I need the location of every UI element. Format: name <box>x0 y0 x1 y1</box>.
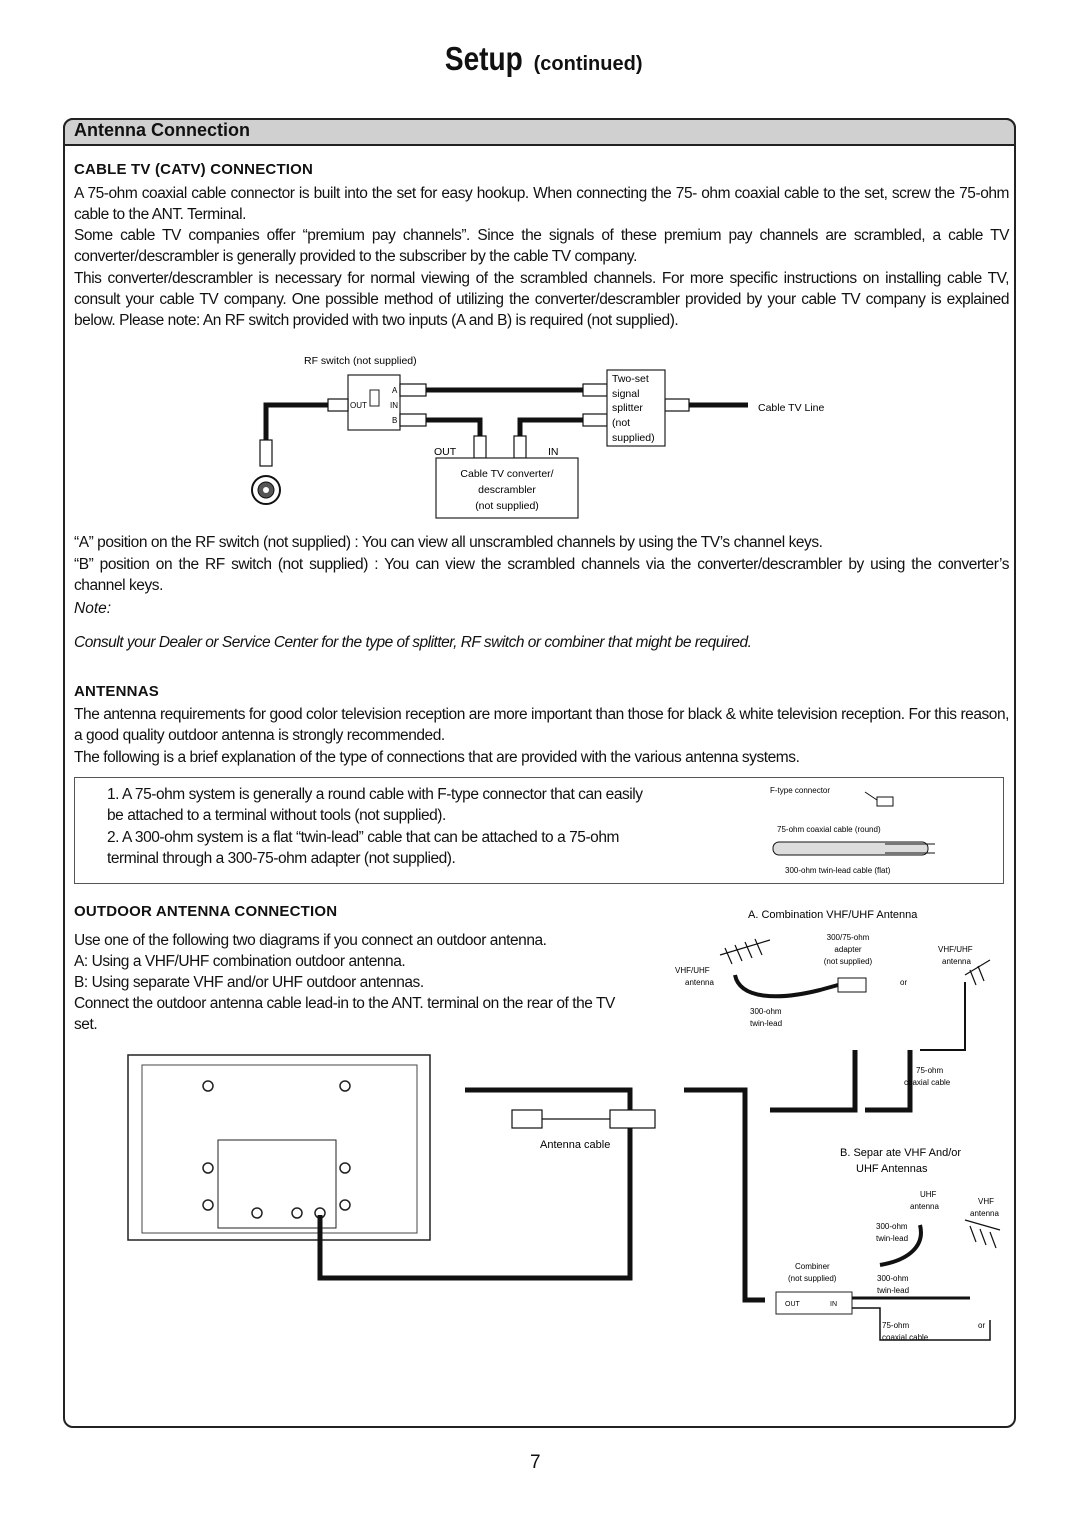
cable-to-tv <box>266 405 328 440</box>
antennas-paragraph-2: The following is a brief explanation of the type of connections that are provided with the various antenna systems. <box>74 749 800 766</box>
title-suffix: (continued) <box>533 53 643 75</box>
cable-paragraph-2: Some cable TV companies offer “premium pay channels”. Since the signals of these premium pay channels are scrambled, a cable TV converter/descrambler is generally provided to the subscriber by the cable TV company. <box>74 227 1009 265</box>
rf-port-b: B <box>392 416 398 425</box>
rf-switch-label: RF switch (not supplied) <box>304 355 417 367</box>
splitter-label-4: (not <box>612 417 631 429</box>
adapter-label-1: 300/75-ohm <box>826 933 870 942</box>
or-label-b: or <box>978 1321 986 1330</box>
cable-paragraph-1: A 75-ohm coaxial cable connector is built into the set for easy hookup. When connecting the 75- ohm coaxial cable to the set, screw the 75-ohm cable to the ANT. Terminal. <box>74 185 1009 223</box>
tv-screw <box>203 1081 213 1091</box>
position-a-text: “A” position on the RF switch (not supplied) : You can view all unscrambled channels by using the TV’s channel keys. <box>74 534 823 551</box>
cable-types-figure <box>765 780 1000 880</box>
twin-lead-b2-2: twin-lead <box>877 1286 910 1295</box>
splitter-label-5: supplied) <box>612 432 655 444</box>
round-cable-label: 75-ohm coaxial cable (round) <box>777 825 881 834</box>
adapter-label-2: adapter <box>834 945 862 954</box>
tv-ant-terminal-pin <box>263 487 269 493</box>
uhf-antenna-2: antenna <box>910 1202 939 1211</box>
diagram-b-title-1: B. Separ ate VHF And/or <box>840 1147 962 1159</box>
tv-screw <box>203 1200 213 1210</box>
adapter-label-3: (not supplied) <box>823 957 873 966</box>
combiner-label-2: (not supplied) <box>788 1274 837 1283</box>
connector-splitter-in <box>665 399 689 411</box>
diagram-a-title: A. Combination VHF/UHF Antenna <box>748 909 918 921</box>
tv-screw <box>340 1200 350 1210</box>
vhf-antenna-b <box>965 1220 1000 1248</box>
antennas-paragraph-1: The antenna requirements for good color television reception are more important than those for black & white television reception. For this reason, a good quality outdoor antenna is strongly recommended. <box>74 706 1009 744</box>
coax-a-1: 75-ohm <box>916 1066 944 1075</box>
outdoor-antenna-diagram <box>120 900 1010 1360</box>
splitter-label-1: Two-set <box>612 373 649 385</box>
rf-port-in: IN <box>390 401 398 410</box>
vhf-antenna-1: VHF <box>978 1197 994 1206</box>
twin-lead-b1-1: 300-ohm <box>876 1222 908 1231</box>
position-b-text: “B” position on the RF switch (not supplied) : You can view the scrambled channels via the converter/descrambler by using the converter’s channel keys. <box>74 556 1009 594</box>
tv-screw <box>203 1163 213 1173</box>
diagram-b-title-2: UHF Antennas <box>856 1163 928 1175</box>
coax-a-cable <box>920 982 965 1050</box>
arrow-line-a1 <box>770 1050 855 1110</box>
note-label: Note: <box>74 600 112 617</box>
connector-out <box>328 399 348 411</box>
outdoor-heading: OUTDOOR ANTENNA CONNECTION <box>74 903 338 920</box>
combiner-out: OUT <box>785 1301 800 1308</box>
outdoor-paragraph-2: Connect the outdoor antenna cable lead-in to the ANT. terminal on the rear of the TV set. <box>74 995 615 1033</box>
twin-lead-b1-cable <box>880 1225 921 1265</box>
coax-b-2: coaxial cable <box>882 1333 929 1342</box>
cable-splitter-to-converter <box>520 420 585 440</box>
cable-b-to-converter <box>425 420 480 438</box>
vhf-uhf-right-1: VHF/UHF <box>938 945 973 954</box>
vhf-uhf-antenna-left <box>720 939 770 964</box>
splitter-label-3: splitter <box>612 402 643 414</box>
outdoor-paragraph-1: Use one of the following two diagrams if you connect an outdoor antenna. <box>74 932 547 949</box>
note-text: Consult your Dealer or Service Center for the type of splitter, RF switch or combiner that might be required. <box>74 634 752 651</box>
section-title: Antenna Connection <box>74 120 250 140</box>
rf-port-out: OUT <box>350 401 367 410</box>
tv-screw <box>340 1163 350 1173</box>
connector-b <box>400 414 426 426</box>
twin-lead-a-2: twin-lead <box>750 1019 783 1028</box>
page-title <box>0 40 1080 78</box>
twin-lead-b2-1: 300-ohm <box>877 1274 909 1283</box>
vhf-uhf-right-2: antenna <box>942 957 971 966</box>
tv-jack <box>292 1208 302 1218</box>
twin-lead-a-1: 300-ohm <box>750 1007 782 1016</box>
converter-label-1: Cable TV converter/ <box>460 468 554 480</box>
converter-out-label: OUT <box>434 446 457 458</box>
outdoor-option-b: B: Using separate VHF and/or UHF outdoor antennas. <box>74 974 424 991</box>
coax-b-1: 75-ohm <box>882 1321 910 1330</box>
f-type-connector <box>877 797 893 806</box>
coax-a-2: coaxial cable <box>904 1078 951 1087</box>
cable-paragraph-3: This converter/descrambler is necessary for normal viewing of the scrambled channels. For more specific instructions on installing cable TV, consult your cable TV company. One possible method of utilizing the converter/descrambler provided by your cable TV company is explained below. Please note: An RF switch provided with two inputs (A and B) is required (not supplied). <box>74 270 1009 329</box>
adapter-300-75 <box>838 978 866 992</box>
tv-jack <box>252 1208 262 1218</box>
flat-cable-label: 300-ohm twin-lead cable (flat) <box>785 866 891 875</box>
or-label-a: or <box>900 978 908 987</box>
connector-conv-in <box>514 436 526 458</box>
outdoor-option-a: A: Using a VHF/UHF combination outdoor antenna. <box>74 953 406 970</box>
title-main: Setup <box>444 40 523 77</box>
antenna-cable-plug-right <box>610 1110 655 1128</box>
f-type-pointer <box>865 792 877 800</box>
connector-splitter-1 <box>583 384 607 396</box>
connector-conv-out <box>474 436 486 458</box>
connector-splitter-2 <box>583 414 607 426</box>
splitter-label-2: signal <box>612 388 640 400</box>
connector-a <box>400 384 426 396</box>
rf-switch-diagram <box>240 350 860 525</box>
f-type-label: F-type connector <box>770 786 831 795</box>
cable-to-combiner <box>684 1090 765 1300</box>
antenna-type-item-1: 1. A 75-ohm system is generally a round cable with F-type connector that can easily be attached to a terminal without tools (not supplied). <box>107 786 643 824</box>
twin-lead-b1-2: twin-lead <box>876 1234 909 1243</box>
converter-label-2: descrambler <box>478 484 536 496</box>
antenna-type-item-2: 2. A 300-ohm system is a flat “twin-lead” cable that can be attached to a 75-ohm terminal through a 300-75-ohm adapter (not supplied). <box>107 829 619 867</box>
combiner-in: IN <box>830 1301 837 1308</box>
page-number: 7 <box>530 1452 541 1473</box>
twin-lead-a-cable <box>735 975 838 996</box>
cable-tv-line-label: Cable TV Line <box>758 402 825 414</box>
cable-heading: CABLE TV (CATV) CONNECTION <box>74 161 314 178</box>
tv-screw <box>340 1081 350 1091</box>
antennas-heading: ANTENNAS <box>74 683 159 700</box>
connector-tv <box>260 440 272 466</box>
rf-switch-toggle <box>370 390 379 406</box>
converter-in-label: IN <box>548 446 559 458</box>
antenna-cable-plug-left <box>512 1110 542 1128</box>
vhf-uhf-left-1: VHF/UHF <box>675 966 710 975</box>
rf-port-a: A <box>392 386 398 395</box>
antenna-cable-label: Antenna cable <box>540 1139 611 1151</box>
vhf-antenna-2: antenna <box>970 1209 999 1218</box>
uhf-antenna-1: UHF <box>920 1190 937 1199</box>
combiner-label-1: Combiner <box>795 1262 830 1271</box>
converter-label-3: (not supplied) <box>475 500 539 512</box>
vhf-uhf-left-2: antenna <box>685 978 714 987</box>
